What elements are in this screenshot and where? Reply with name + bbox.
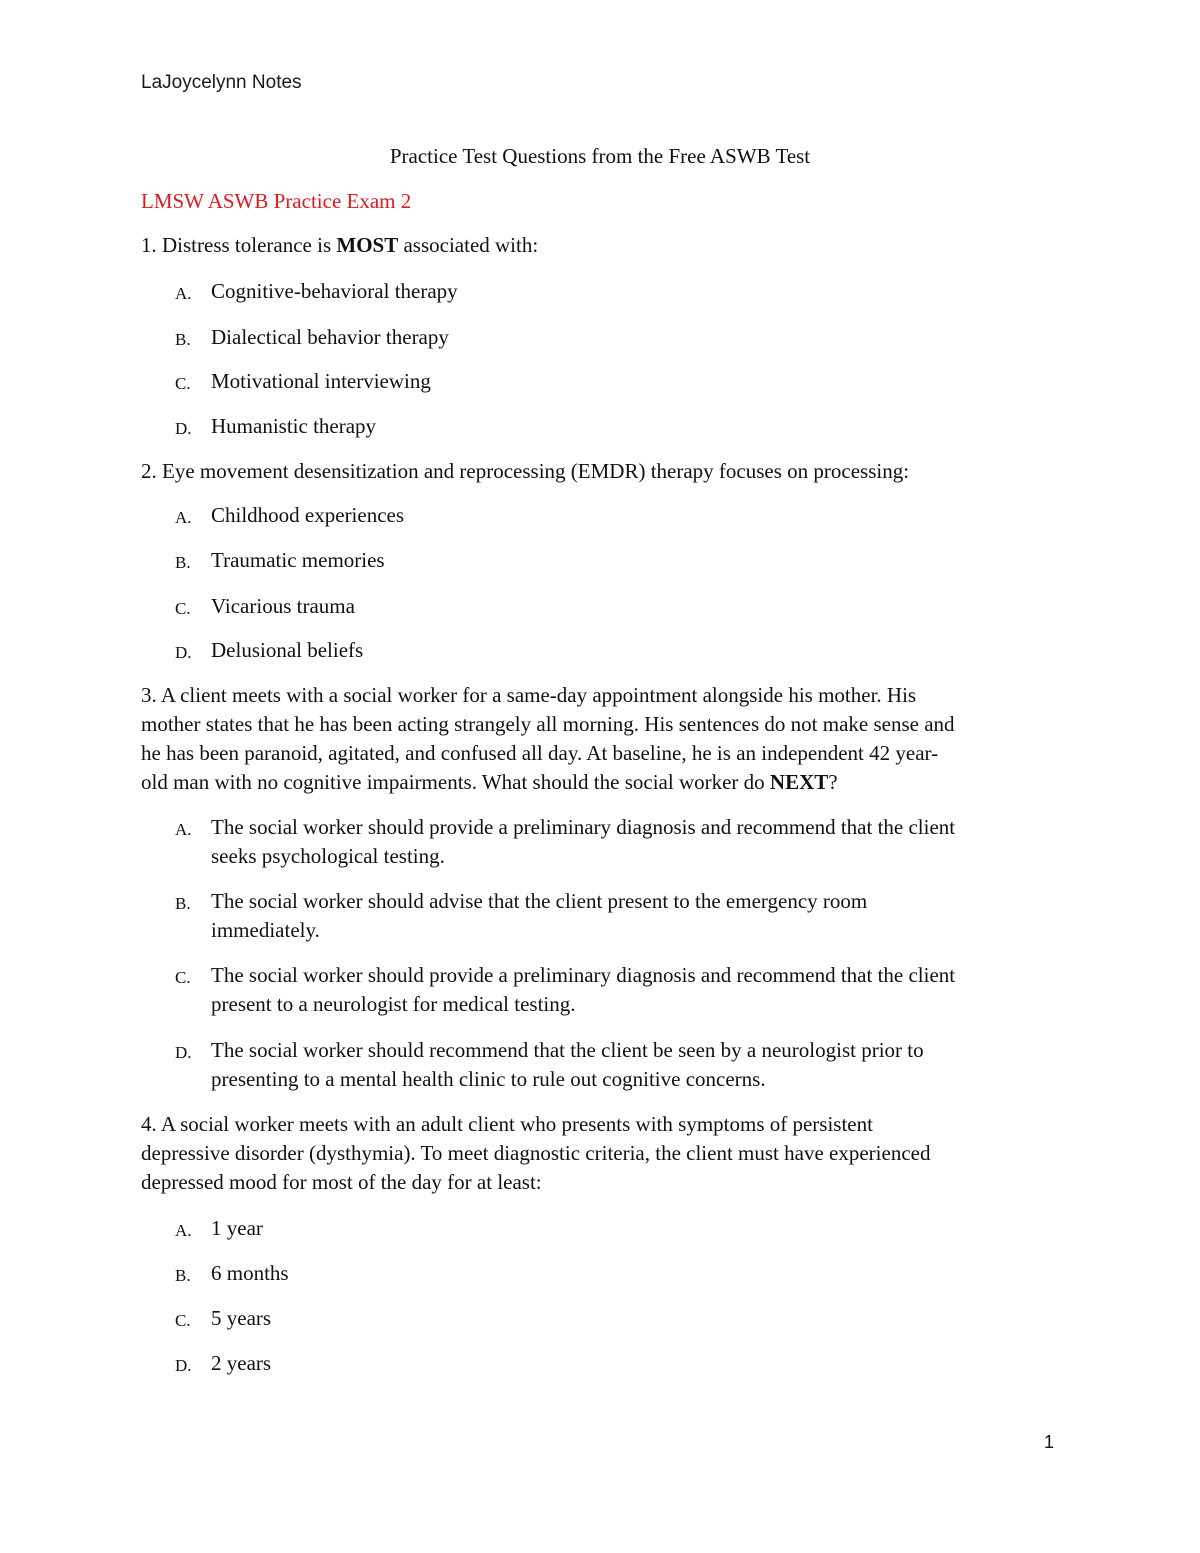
option-letter: D. <box>175 1043 192 1062</box>
question-3-line: 3. A client meets with a social worker for a same-day appointment alongside his mother. His <box>141 683 917 707</box>
question-2-option-a <box>175 501 1075 530</box>
question-1-option-d <box>175 412 1075 441</box>
question-2-stem: 2. Eye movement desensitization and reprocessing (EMDR) therapy focuses on processing: <box>141 459 910 483</box>
option-text: Humanistic therapy <box>211 414 377 438</box>
question-2-option-b <box>175 546 1075 575</box>
option-text: 2 years <box>211 1351 272 1375</box>
question-1-option-a <box>175 277 1075 306</box>
option-letter: A. <box>175 284 192 303</box>
option-line: The social worker should advise that the client present to the emergency room <box>211 889 868 913</box>
question-1-text-pre: 1. Distress tolerance is <box>141 233 337 257</box>
exam-label: LMSW ASWB Practice Exam 2 <box>141 189 412 213</box>
page-number: 1 <box>1044 1432 1055 1452</box>
question-3-option-c <box>175 961 1075 1019</box>
option-line: present to a neurologist for medical testing. <box>211 992 576 1016</box>
question-4-stem <box>141 1110 1071 1197</box>
option-text <box>211 813 1075 871</box>
option-letter: B. <box>175 553 191 572</box>
question-1-text-post: associated with: <box>398 233 539 257</box>
question-4-line: depressed mood for most of the day for at least: <box>141 1170 542 1194</box>
option-text <box>211 1036 1075 1094</box>
question-3-option-d <box>175 1036 1075 1094</box>
option-letter: C. <box>175 599 191 618</box>
question-1-stem <box>141 231 1071 260</box>
option-text: 5 years <box>211 1306 272 1330</box>
option-text: Traumatic memories <box>211 548 385 572</box>
option-text: 1 year <box>211 1216 263 1240</box>
option-letter: D. <box>175 419 192 438</box>
option-text: Dialectical behavior therapy <box>211 325 449 349</box>
option-letter: D. <box>175 643 192 662</box>
option-text: Motivational interviewing <box>211 369 431 393</box>
question-2-option-c <box>175 592 1075 621</box>
question-1-option-c <box>175 367 1075 396</box>
option-text: Delusional beliefs <box>211 638 364 662</box>
question-4-option-a <box>175 1214 1075 1243</box>
question-3-text-pre: old man with no cognitive impairments. What should the social worker do <box>141 770 770 794</box>
option-text <box>211 961 1075 1019</box>
option-letter: A. <box>175 1221 192 1240</box>
question-3-line: mother states that he has been acting strangely all morning. His sentences do not make sense and <box>141 712 955 736</box>
question-3-line <box>141 768 1071 797</box>
question-4-option-b <box>175 1259 1075 1288</box>
question-3-emphasis: NEXT <box>769 770 829 794</box>
option-letter: A. <box>175 820 192 839</box>
option-letter: C. <box>175 374 191 393</box>
question-4-line: depressive disorder (dysthymia). To meet diagnostic criteria, the client must have experienced <box>141 1141 931 1165</box>
question-1-emphasis: MOST <box>336 233 399 257</box>
option-letter: C. <box>175 1311 191 1330</box>
question-3-line: he has been paranoid, agitated, and confused all day. At baseline, he is an independent 42 year- <box>141 741 939 765</box>
option-letter: B. <box>175 1266 191 1285</box>
question-4-option-c <box>175 1304 1075 1333</box>
option-text: 6 months <box>211 1261 289 1285</box>
question-4-option-d <box>175 1349 1075 1378</box>
question-3-option-a <box>175 813 1075 871</box>
option-letter: A. <box>175 508 192 527</box>
option-letter: D. <box>175 1356 192 1375</box>
option-line: The social worker should recommend that the client be seen by a neurologist prior to <box>211 1038 924 1062</box>
question-3-text-post: ? <box>828 770 838 794</box>
option-line: immediately. <box>211 918 320 942</box>
option-letter: B. <box>175 330 191 349</box>
page-header: LaJoycelynn Notes <box>141 72 302 93</box>
option-line: seeks psychological testing. <box>211 844 445 868</box>
option-line: presenting to a mental health clinic to rule out cognitive concerns. <box>211 1067 766 1091</box>
option-text: Vicarious trauma <box>211 594 355 618</box>
question-1-option-b <box>175 323 1075 352</box>
option-text: Childhood experiences <box>211 503 405 527</box>
question-4-line: 4. A social worker meets with an adult client who presents with symptoms of persistent <box>141 1112 873 1136</box>
option-letter: C. <box>175 968 191 987</box>
option-line: The social worker should provide a preliminary diagnosis and recommend that the client <box>211 963 956 987</box>
question-3-option-b <box>175 887 1075 945</box>
option-letter: B. <box>175 894 191 913</box>
question-2-option-d <box>175 636 1075 665</box>
option-text: Cognitive-behavioral therapy <box>211 279 458 303</box>
document-title: Practice Test Questions from the Free ASWB Test <box>389 144 811 168</box>
option-line: The social worker should provide a preliminary diagnosis and recommend that the client <box>211 815 956 839</box>
option-text <box>211 887 1075 945</box>
question-3-stem <box>141 681 1071 797</box>
